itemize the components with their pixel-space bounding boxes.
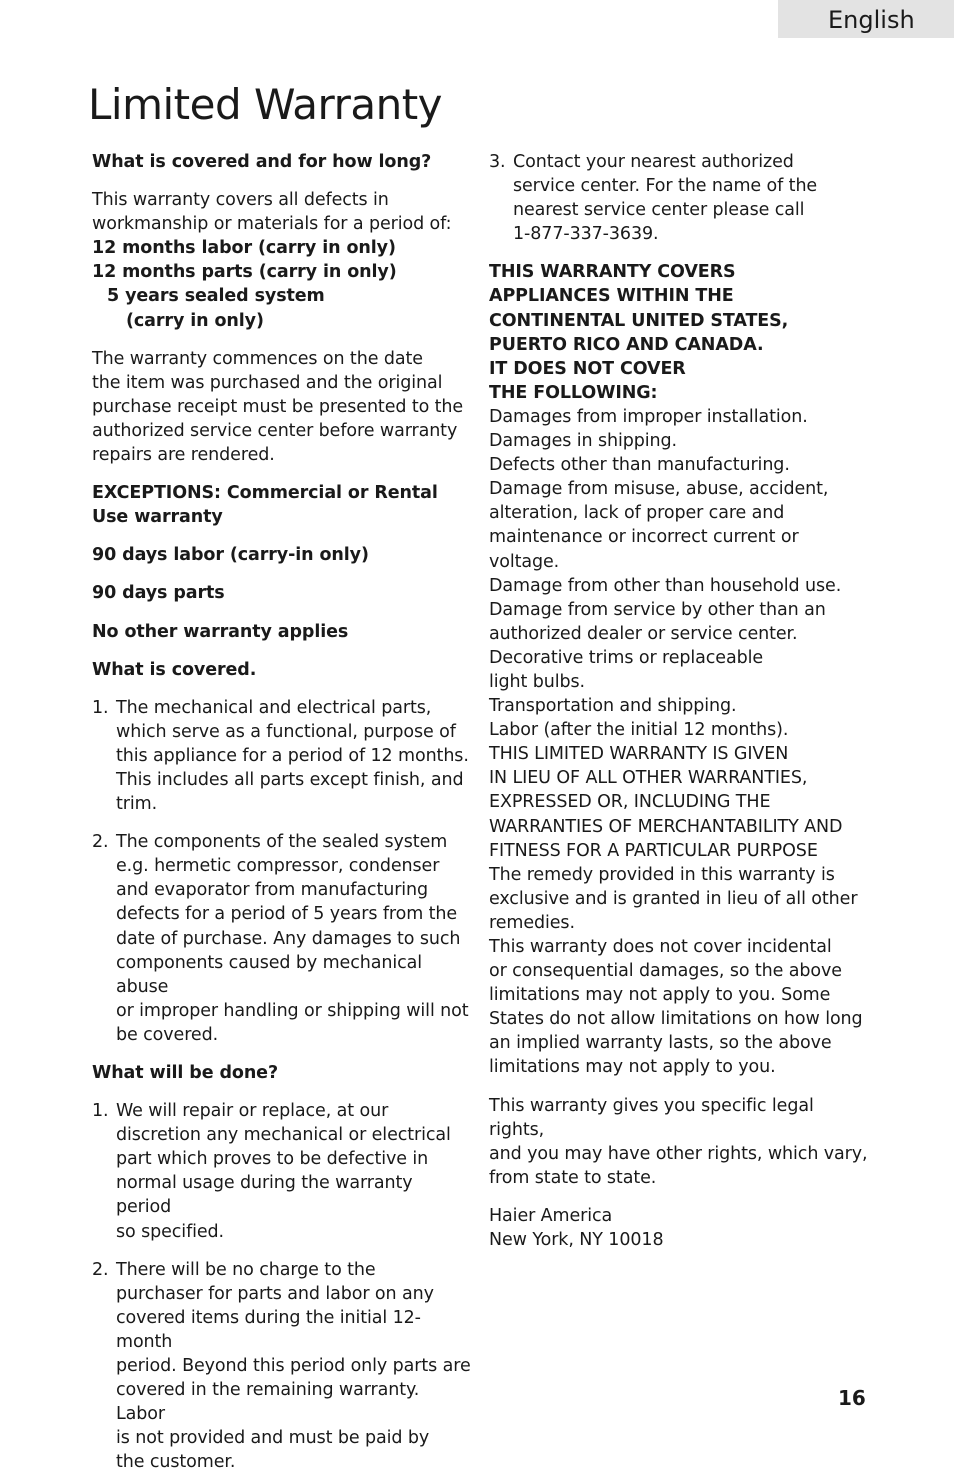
period-sealed-note: (carry in only) bbox=[126, 310, 264, 331]
text-line: limitations may not apply to you. Some bbox=[489, 985, 831, 1006]
covered-item bbox=[92, 696, 472, 816]
period-labor: 12 months labor (carry in only) bbox=[92, 238, 396, 259]
company-city: New York, NY 10018 bbox=[489, 1230, 664, 1251]
text-line: Damage from service by other than an bbox=[489, 599, 826, 620]
text-line: is not provided and must be paid by bbox=[116, 1428, 430, 1449]
text-line: authorized service center before warranty bbox=[92, 420, 458, 441]
language-tab: English bbox=[778, 0, 954, 38]
text-line: IN LIEU OF ALL OTHER WARRANTIES, bbox=[489, 768, 808, 789]
text-line: which serve as a functional, purpose of bbox=[116, 721, 456, 742]
text-line: e.g. hermetic compressor, condenser bbox=[116, 856, 440, 877]
text-line: defects for a period of 5 years from the bbox=[116, 904, 458, 925]
text-line: the customer. bbox=[116, 1452, 236, 1473]
text-line: The components of the sealed system bbox=[116, 832, 448, 853]
item-number: 2. bbox=[92, 832, 109, 853]
company-address bbox=[489, 1204, 869, 1252]
text-line: States do not allow limitations on how long bbox=[489, 1009, 863, 1030]
exclusion-item: Transportation and shipping. bbox=[489, 696, 737, 717]
exclusion-item: Damage from other than household use. bbox=[489, 575, 842, 596]
text-line: or consequential damages, so the above bbox=[489, 961, 842, 982]
text-line: THIS LIMITED WARRANTY IS GIVEN bbox=[489, 744, 789, 765]
text-line: The mechanical and electrical parts, bbox=[116, 697, 432, 718]
item-number: 3. bbox=[489, 152, 506, 172]
covered-intro-line: This warranty covers all defects in bbox=[92, 190, 389, 211]
text-line: This warranty gives you specific legal rights, bbox=[489, 1095, 814, 1140]
exclusion-item: Damages from improper installation. bbox=[489, 406, 808, 427]
text-line: discretion any mechanical or electrical bbox=[116, 1125, 451, 1146]
text-line: the item was purchased and the original bbox=[92, 372, 443, 393]
text-line: This warranty does not cover incidental bbox=[489, 937, 832, 957]
text-line: 1-877-337-3639. bbox=[513, 224, 659, 245]
text-line: so specified. bbox=[116, 1221, 225, 1242]
text-line: limitations may not apply to you. bbox=[489, 1057, 776, 1078]
text-line: an implied warranty lasts, so the above bbox=[489, 1033, 832, 1054]
exclusions-list bbox=[489, 405, 869, 742]
text-line: from state to state. bbox=[489, 1167, 657, 1188]
text-line: be covered. bbox=[116, 1024, 219, 1045]
labor-90-days: 90 days labor (carry-in only) bbox=[92, 545, 369, 566]
text-line: THIS WARRANTY COVERS bbox=[489, 262, 736, 283]
text-line: exclusive and is granted in lieu of all other bbox=[489, 888, 858, 909]
item-number: 2. bbox=[92, 1259, 109, 1280]
text-line: covered in the remaining warranty. Labor bbox=[116, 1380, 420, 1425]
period-sealed: 5 years sealed system bbox=[107, 286, 325, 307]
text-line: this appliance for a period of 12 months. bbox=[116, 745, 469, 766]
text-line: service center. For the name of the bbox=[513, 176, 818, 197]
text-line: THE FOLLOWING: bbox=[489, 382, 658, 403]
incidental-paragraph bbox=[489, 935, 869, 1080]
done-item bbox=[92, 1099, 472, 1244]
text-line: EXCEPTIONS: Commercial or Rental bbox=[92, 483, 438, 504]
text-line: nearest service center please call bbox=[513, 200, 805, 221]
text-line: repairs are rendered. bbox=[92, 445, 275, 466]
page-title: Limited Warranty bbox=[88, 80, 443, 129]
text-line: Damage from misuse, abuse, accident, bbox=[489, 479, 829, 500]
done-item bbox=[92, 1258, 472, 1475]
exclusion-item: Defects other than manufacturing. bbox=[489, 455, 790, 476]
parts-90-days: 90 days parts bbox=[92, 583, 225, 604]
text-line: trim. bbox=[116, 794, 158, 815]
text-line: and you may have other rights, which vary, bbox=[489, 1143, 868, 1164]
remedy-paragraph bbox=[489, 863, 869, 935]
item-number: 1. bbox=[92, 1101, 109, 1122]
left-column bbox=[92, 150, 472, 1475]
text-line: Contact your nearest authorized bbox=[513, 152, 794, 172]
text-line: IT DOES NOT COVER bbox=[489, 358, 686, 379]
limited-warranty-statement bbox=[489, 742, 869, 862]
text-line: maintenance or incorrect current or bbox=[489, 527, 799, 548]
exclusion-item bbox=[489, 598, 869, 646]
text-line: voltage. bbox=[489, 551, 560, 572]
covered-item bbox=[92, 830, 472, 1047]
company-name: Haier America bbox=[489, 1205, 613, 1226]
text-line: CONTINENTAL UNITED STATES, bbox=[489, 310, 789, 331]
text-line: covered items during the initial 12-month bbox=[116, 1307, 421, 1352]
text-line: authorized dealer or service center. bbox=[489, 623, 798, 644]
text-line: purchaser for parts and labor on any bbox=[116, 1283, 434, 1304]
contact-item bbox=[489, 150, 869, 246]
commence-paragraph bbox=[92, 347, 472, 467]
text-line: WARRANTIES OF MERCHANTABILITY AND bbox=[489, 816, 843, 837]
text-line: FITNESS FOR A PARTICULAR PURPOSE bbox=[489, 840, 818, 861]
text-line: PUERTO RICO AND CANADA. bbox=[489, 334, 764, 355]
no-other-warranty: No other warranty applies bbox=[92, 621, 349, 642]
text-line: The warranty commences on the date bbox=[92, 348, 423, 369]
text-line: date of purchase. Any damages to such bbox=[116, 928, 461, 949]
exclusion-item: Damages in shipping. bbox=[489, 431, 677, 452]
exceptions-heading bbox=[92, 481, 472, 529]
exclusion-item bbox=[489, 477, 869, 573]
page-number: 16 bbox=[838, 1386, 866, 1410]
exclusion-item: Labor (after the initial 12 months). bbox=[489, 720, 789, 741]
text-line: and evaporator from manufacturing bbox=[116, 880, 429, 901]
text-line: remedies. bbox=[489, 912, 575, 933]
text-line: The remedy provided in this warranty is bbox=[489, 864, 835, 885]
text-line: There will be no charge to the bbox=[116, 1259, 376, 1280]
text-line: period. Beyond this period only parts are bbox=[116, 1356, 471, 1377]
text-line: alteration, lack of proper care and bbox=[489, 503, 785, 524]
text-line: purchase receipt must be presented to the bbox=[92, 396, 464, 417]
text-line: or improper handling or shipping will not bbox=[116, 1000, 469, 1021]
what-covered-heading: What is covered. bbox=[92, 659, 257, 680]
right-column bbox=[489, 150, 869, 1252]
text-line: APPLIANCES WITHIN THE bbox=[489, 286, 734, 307]
text-line: normal usage during the warranty period bbox=[116, 1173, 413, 1218]
covered-heading: What is covered and for how long? bbox=[92, 152, 432, 172]
text-line: EXPRESSED OR, INCLUDING THE bbox=[489, 792, 771, 813]
text-line: light bulbs. bbox=[489, 671, 585, 692]
coverage-heading bbox=[489, 260, 869, 405]
text-line: part which proves to be defective in bbox=[116, 1149, 429, 1170]
text-line: Decorative trims or replaceable bbox=[489, 647, 764, 668]
item-number: 1. bbox=[92, 697, 109, 718]
legal-rights-paragraph bbox=[489, 1094, 869, 1190]
text-line: components caused by mechanical abuse bbox=[116, 952, 423, 997]
done-heading: What will be done? bbox=[92, 1063, 279, 1083]
covered-intro-line: workmanship or materials for a period of: bbox=[92, 214, 452, 235]
text-line: This includes all parts except finish, and bbox=[116, 769, 464, 790]
text-line: We will repair or replace, at our bbox=[116, 1101, 389, 1122]
exclusion-item bbox=[489, 646, 869, 694]
period-parts: 12 months parts (carry in only) bbox=[92, 262, 397, 283]
text-line: Use warranty bbox=[92, 507, 223, 528]
